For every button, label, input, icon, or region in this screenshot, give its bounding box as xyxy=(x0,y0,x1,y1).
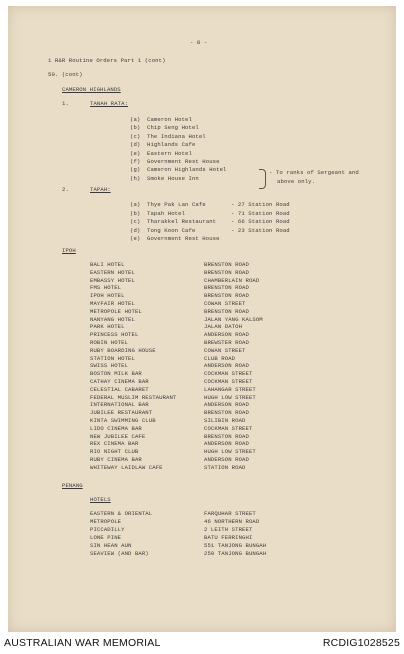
table-row-name: NEW JUBILEE CAFE xyxy=(90,432,146,440)
table-row-name: BALI HOTEL xyxy=(90,261,125,268)
table-row-address: HUGH LOW STREET xyxy=(204,448,256,456)
list-item-letter: (f) xyxy=(130,158,141,165)
table-row-address: COCKMAN STREET xyxy=(204,378,253,385)
list-item-letter: (e) xyxy=(130,149,141,157)
table-row-name: METROPOLE HOTEL xyxy=(90,307,142,315)
table-row-name: STATION HOTEL xyxy=(90,354,135,362)
table-row-address: BRENSTON ROAD xyxy=(204,268,249,276)
table-row-name: CELESTIAL CABARET xyxy=(90,385,149,393)
list-item-name: Government Rest House xyxy=(147,235,220,243)
table-row-name: JUBILEE RESTAURANT xyxy=(90,409,153,417)
table-row-name: PICCADILLY xyxy=(90,526,125,533)
table-row-address: BRENSTON ROAD xyxy=(204,432,249,440)
table-row-name: RUBY CINEMA BAR xyxy=(90,456,142,463)
table-row-address: BATU FERRINGHI xyxy=(204,534,253,541)
list-item-letter: (d) xyxy=(130,141,141,149)
table-row-address: COWAN STREET xyxy=(204,346,246,354)
document-header: 1 R&R Routine Orders Part 1 (cont) xyxy=(48,57,166,64)
list-item-name: Tong Koon Cafe xyxy=(147,226,196,234)
table-row-address: JALAN YANG KALSOM xyxy=(204,315,263,323)
bracket xyxy=(259,169,266,189)
list-item-name: Cameron Hotel xyxy=(147,116,192,123)
sub2-number: 2. xyxy=(62,186,69,193)
table-row-name: PRINCESS HOTEL xyxy=(90,331,139,339)
table-row-address: ANDERSON ROAD xyxy=(204,362,249,370)
table-row-name: SEAVIEW (AND BAR) xyxy=(90,550,149,557)
list-item-letter: (a) xyxy=(130,201,141,208)
table-row-address: HUGH LOW STREET xyxy=(204,393,256,401)
list-item-letter: (e) xyxy=(130,235,141,243)
table-row-address: STATION ROAD xyxy=(204,463,246,471)
table-row-name: BOSTON MILK BAR xyxy=(90,370,142,378)
table-row-name: INTERNATIONAL BAR xyxy=(90,401,149,409)
table-row-name: KINTA SWIMMING CLUB xyxy=(90,417,156,424)
list-item-name: Tapah Hotel xyxy=(147,209,186,217)
table-row-name: METROPOLE xyxy=(90,518,122,525)
table-row-name: EMBASSY HOTEL xyxy=(90,276,135,284)
list-item-name: Thye Pak Lan Cafe xyxy=(147,201,206,208)
table-row-address: BRENSTON ROAD xyxy=(204,292,249,300)
table-row-address: BRENSTON ROAD xyxy=(204,284,249,292)
table-row-address: FARQUHAR STREET xyxy=(204,510,256,517)
table-row-name: NANYANG HOTEL xyxy=(90,315,135,323)
table-row-name: REX CINEMA BAR xyxy=(90,440,139,448)
list-item-address: - 27 Station Road xyxy=(231,201,290,208)
table-row-address: CHAMBERLAIN ROAD xyxy=(204,276,260,284)
table-row-address: COCKMAN STREET xyxy=(204,424,253,432)
list-item-name: Government Rest House xyxy=(147,158,220,165)
table-row-address: COWAN STREET xyxy=(204,300,246,307)
table-row-address: ANDERSON ROAD xyxy=(204,440,249,448)
item-number: 50. (cont) xyxy=(48,71,83,78)
list-item-address: - 23 Station Road xyxy=(231,226,290,234)
list-item-letter: (h) xyxy=(130,174,141,182)
sub2-title: TAPAH: xyxy=(90,186,111,193)
sub1-title: TANAH RATA: xyxy=(90,100,129,107)
table-row-name: EASTERN & ORIENTAL xyxy=(90,510,153,517)
list-item-name: Tharakkel Restaurant xyxy=(147,218,217,226)
table-row-name: EASTERN HOTEL xyxy=(90,268,135,276)
table-row-address: COCKMAN STREET xyxy=(204,370,253,378)
footer-right: RCDIG1028525 xyxy=(322,637,400,649)
list-item-name: Highlands Cafe xyxy=(147,141,196,149)
list-item-letter: (c) xyxy=(130,218,141,226)
table-row-name: MAYFAIR HOTEL xyxy=(90,300,135,307)
table-row-address: ANDERSON ROAD xyxy=(204,401,249,409)
table-row-address: 46 NORTHERN ROAD xyxy=(204,518,260,525)
list-item-name: Eastern Hotel xyxy=(147,149,192,157)
table-row-address: ANDERSON ROAD xyxy=(204,456,249,463)
table-row-name: SWISS HOTEL xyxy=(90,362,129,370)
table-row-address: BREWSTER ROAD xyxy=(204,339,249,346)
ipoh-title: IPOH xyxy=(62,247,76,254)
table-row-name: RIO NIGHT CLUB xyxy=(90,448,139,456)
list-item-address: - 71 Station Road xyxy=(231,209,290,217)
table-row-name: SIN HEAN AUN xyxy=(90,542,132,549)
table-row-address: BRENSTON ROAD xyxy=(204,307,249,315)
table-row-address: 250 TANJONG BUNGAH xyxy=(204,550,267,557)
page-number: - 8 - xyxy=(190,39,208,46)
table-row-name: WHITEWAY LAIDLAW CAFE xyxy=(90,463,163,471)
list-item-letter: (b) xyxy=(130,209,141,217)
list-item-name: Smoke House Inn xyxy=(147,174,199,182)
list-item-name: Cameron Highlands Hotel xyxy=(147,166,227,174)
penang-title: PENANG xyxy=(62,482,83,489)
table-row-address: CLUB ROAD xyxy=(204,354,236,362)
list-item-letter: (b) xyxy=(130,124,141,132)
table-row-name: LONE PINE xyxy=(90,534,122,541)
sub1-number: 1. xyxy=(62,100,69,107)
footer-left: AUSTRALIAN WAR MEMORIAL xyxy=(4,637,161,649)
table-row-name: CATHAY CINEMA BAR xyxy=(90,378,149,385)
list-item-letter: (d) xyxy=(130,226,141,234)
table-row-address: LAHANGAR STREET xyxy=(204,385,256,393)
table-row-name: PARK HOTEL xyxy=(90,323,125,331)
table-row-name: RUBY BOARDING HOUSE xyxy=(90,346,156,354)
sub1-note-line1: - To ranks of Sergeant and xyxy=(269,169,359,176)
list-item-name: The Indiana Hotel xyxy=(147,132,206,140)
list-item-address: - 66 Station Road xyxy=(231,218,290,226)
table-row-name: FMS HOTEL xyxy=(90,284,122,292)
table-row-name: ROBIN HOTEL xyxy=(90,339,129,346)
section-title: CAMERON HIGHLANDS xyxy=(62,86,121,93)
list-item-letter: (a) xyxy=(130,116,141,123)
list-item-letter: (g) xyxy=(130,166,141,174)
table-row-address: BRENSTON ROAD xyxy=(204,409,249,417)
table-row-address: 2 LEITH STREET xyxy=(204,526,253,533)
table-row-address: ANDERSON ROAD xyxy=(204,331,249,339)
penang-subtitle: HOTELS xyxy=(90,496,111,503)
table-row-name: LIDO CINEMA BAR xyxy=(90,424,142,432)
table-row-name: IPOH HOTEL xyxy=(90,292,125,300)
table-row-address: JALAN DATOH xyxy=(204,323,243,331)
list-item-name: Chip Seng Hotel xyxy=(147,124,199,132)
table-row-name: FEDERAL MUSLIM RESTAURANT xyxy=(90,393,177,401)
table-row-address: 551 TANJONG BUNGAH xyxy=(204,542,267,549)
sub1-note-line2: above only. xyxy=(277,178,316,185)
list-item-letter: (c) xyxy=(130,132,141,140)
table-row-address: BRENSTON ROAD xyxy=(204,261,249,268)
table-row-address: SILIBIN ROAD xyxy=(204,417,246,424)
